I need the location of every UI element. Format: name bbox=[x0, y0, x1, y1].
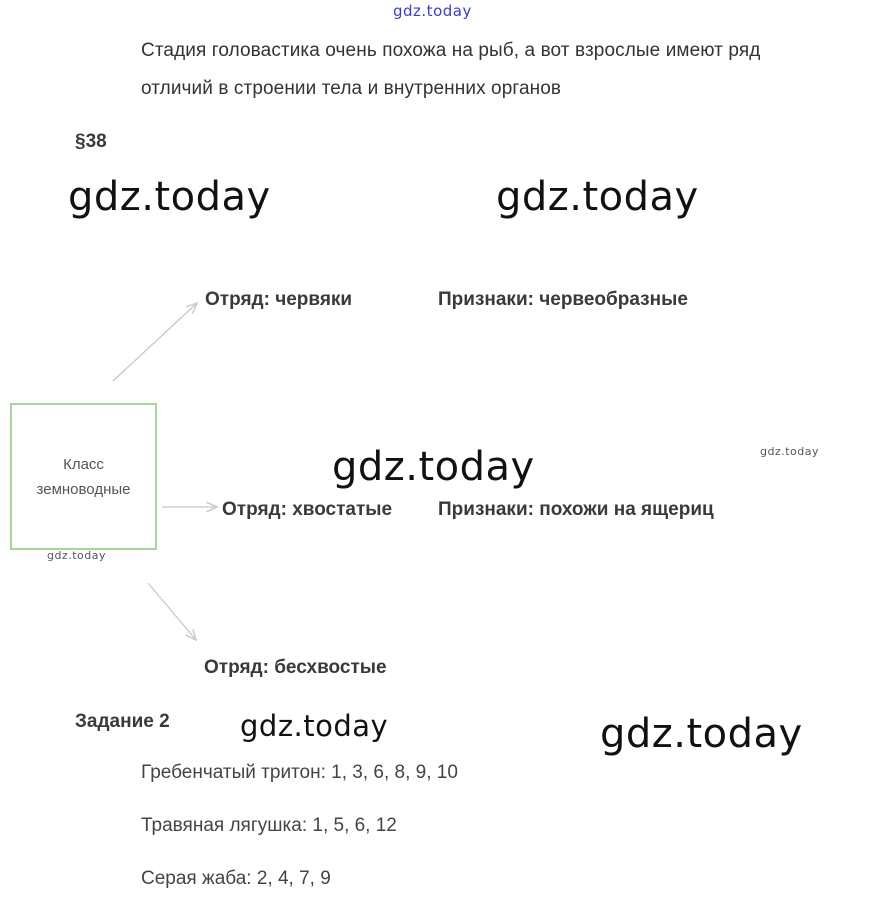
watermark-small: gdz.today bbox=[760, 445, 820, 458]
arrow-to-order-3 bbox=[148, 583, 196, 640]
answer-line: Травяная лягушка: 1, 5, 6, 12 bbox=[141, 815, 397, 836]
watermark-top: gdz.today bbox=[393, 2, 472, 20]
order-signs: Признаки: червеобразные bbox=[438, 289, 688, 310]
order-label: Отряд: червяки bbox=[205, 289, 353, 310]
order-signs: Признаки: похожи на ящериц bbox=[438, 499, 714, 520]
watermark-small: gdz.today bbox=[47, 549, 107, 562]
class-label-line-1: Класс bbox=[63, 455, 104, 473]
order-label: Отряд: хвостатые bbox=[222, 499, 393, 520]
class-box bbox=[10, 403, 157, 550]
watermark-large: gdz.today bbox=[600, 711, 803, 757]
answer-line: Гребенчатый тритон: 1, 3, 6, 8, 9, 10 bbox=[141, 762, 458, 783]
intro-line-2: отличий в строении тела и внутренних органов bbox=[141, 78, 562, 99]
task-heading: Задание 2 bbox=[75, 711, 170, 732]
watermark-large: gdz.today bbox=[332, 444, 535, 490]
arrow-to-order-1 bbox=[113, 303, 197, 381]
answer-line: Серая жаба: 2, 4, 7, 9 bbox=[141, 868, 331, 889]
order-label: Отряд: бесхвостые bbox=[204, 657, 387, 678]
intro-line-1: Стадия головастика очень похожа на рыб, а вот взрослые имеют ряд bbox=[141, 40, 761, 61]
watermark-large: gdz.today bbox=[496, 174, 699, 220]
watermark-medium: gdz.today bbox=[240, 709, 389, 743]
section-number: §38 bbox=[75, 131, 107, 152]
watermark-large: gdz.today bbox=[68, 174, 271, 220]
class-label-line-2: земноводные bbox=[36, 480, 131, 498]
